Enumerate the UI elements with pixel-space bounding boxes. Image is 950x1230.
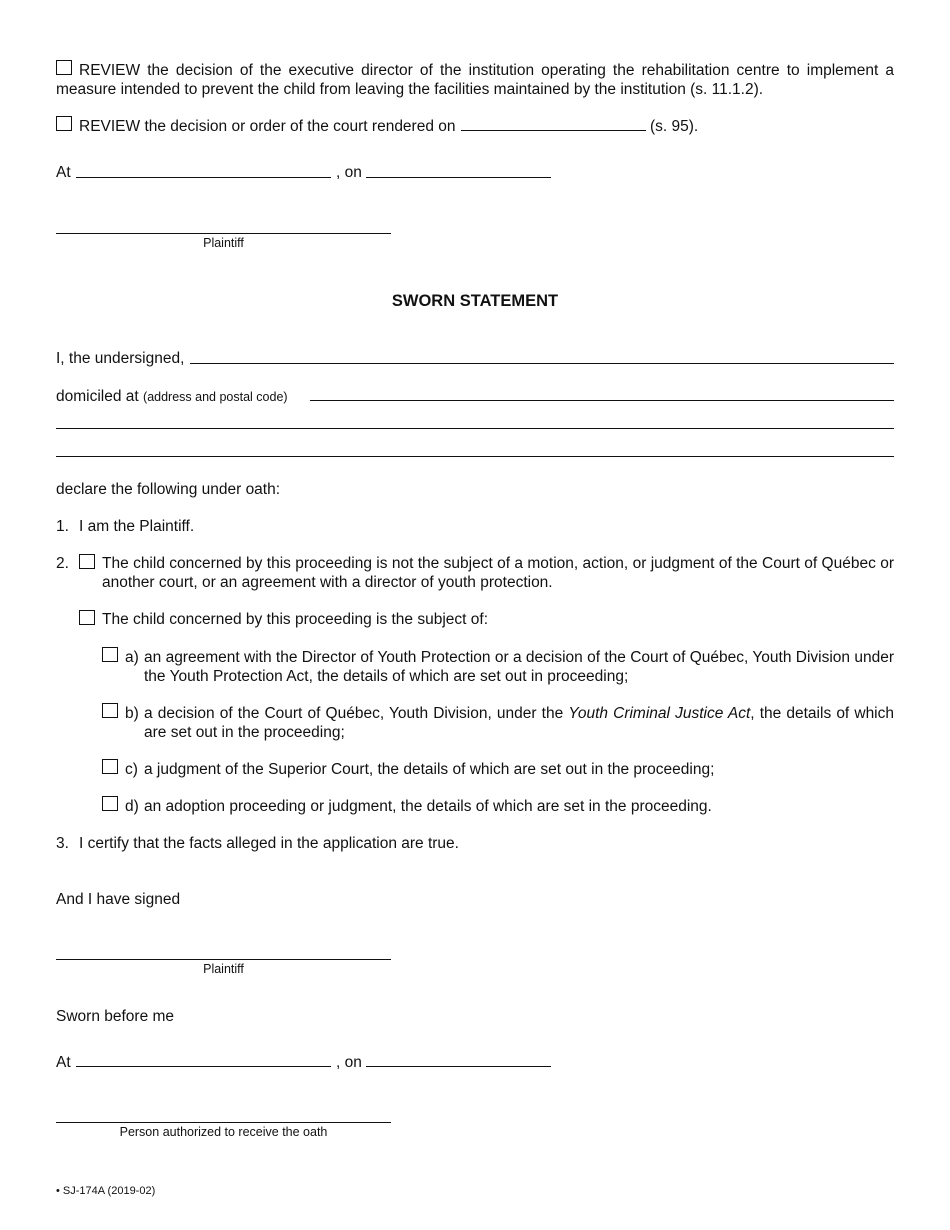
sub-d-text: an adoption proceeding or judgment, the details of which are set in the proceeding. [144,798,712,815]
on-label-2: , on [336,1054,362,1071]
address-field-line-1[interactable] [310,400,894,401]
review-court-section: (s. 95). [650,118,699,135]
address-field-line-2[interactable] [56,428,894,429]
declare-text: declare the following under oath: [56,481,281,498]
undersigned-name-field[interactable] [190,363,894,364]
item-3-number: 3. [56,835,69,852]
address-field-line-3[interactable] [56,456,894,457]
item-1-number: 1. [56,518,69,535]
plaintiff-signature-line-2[interactable] [56,959,391,960]
youth-criminal-justice-act: Youth Criminal Justice Act [568,705,751,722]
signed-text: And I have signed [56,891,181,908]
review-court-decision-text: REVIEW the decision or order of the court rendered on [79,118,456,135]
sub-a-checkbox[interactable] [102,647,118,662]
item-1-text: I am the Plaintiff. [79,518,195,535]
domiciled-label: domiciled at (address and postal code) [56,388,288,405]
review-court-date-field[interactable] [461,130,646,131]
plaintiff-signature-caption: Plaintiff [203,236,244,250]
sub-a-text: an agreement with the Director of Youth Protection or a decision of the Court of Québec, Youth Division under the Youth Protection Act, the details of which are set out in proceeding; [144,649,894,685]
sub-c-checkbox[interactable] [102,759,118,774]
not-subject-text: The child concerned by this proceeding is not the subject of a motion, action, or judgment of the Court of Québec or another court, or an agreement with a director of youth protection. [102,555,894,591]
at-label: At [56,164,71,181]
item-3-text: I certify that the facts alleged in the application are true. [79,835,459,852]
at-label-2: At [56,1054,71,1071]
place-field-2[interactable] [76,1066,331,1067]
date-field[interactable] [366,177,551,178]
oath-officer-signature-line[interactable] [56,1122,391,1123]
domiciled-hint: (address and postal code) [143,390,288,404]
not-subject-checkbox[interactable] [79,554,95,569]
sworn-before-text: Sworn before me [56,1008,175,1025]
sub-b-letter: b) [125,705,139,722]
sub-b-checkbox[interactable] [102,703,118,718]
place-field[interactable] [76,177,331,178]
is-subject-text: The child concerned by this proceeding is the subject of: [102,611,489,628]
item-2-number: 2. [56,555,69,572]
plaintiff-signature-caption-2: Plaintiff [203,962,244,976]
sub-d-letter: d) [125,798,139,815]
plaintiff-signature-line[interactable] [56,233,391,234]
sub-c-text: a judgment of the Superior Court, the details of which are set out in the proceeding; [144,761,715,778]
sub-c-letter: c) [125,761,138,778]
form-code: • SJ-174A (2019-02) [56,1185,156,1197]
date-field-2[interactable] [366,1066,551,1067]
is-subject-checkbox[interactable] [79,610,95,625]
sub-d-checkbox[interactable] [102,796,118,811]
undersigned-label: I, the undersigned, [56,350,185,367]
oath-officer-caption: Person authorized to receive the oath [119,1125,328,1139]
sub-a-letter: a) [125,649,139,666]
sub-b-text: a decision of the Court of Québec, Youth Division, under the Youth Criminal Justice Act, the details of which are set out in the proceeding; [144,705,894,741]
review-executive-decision-text: REVIEW the decision of the executive director of the institution operating the rehabilitation centre to implement a measure intended to prevent the child from leaving the facilities maintained by the institution (s. 11.1.2). [56,62,894,98]
on-label: , on [336,164,362,181]
review-court-decision-checkbox[interactable] [56,116,72,131]
sworn-statement-title: SWORN STATEMENT [391,292,559,310]
